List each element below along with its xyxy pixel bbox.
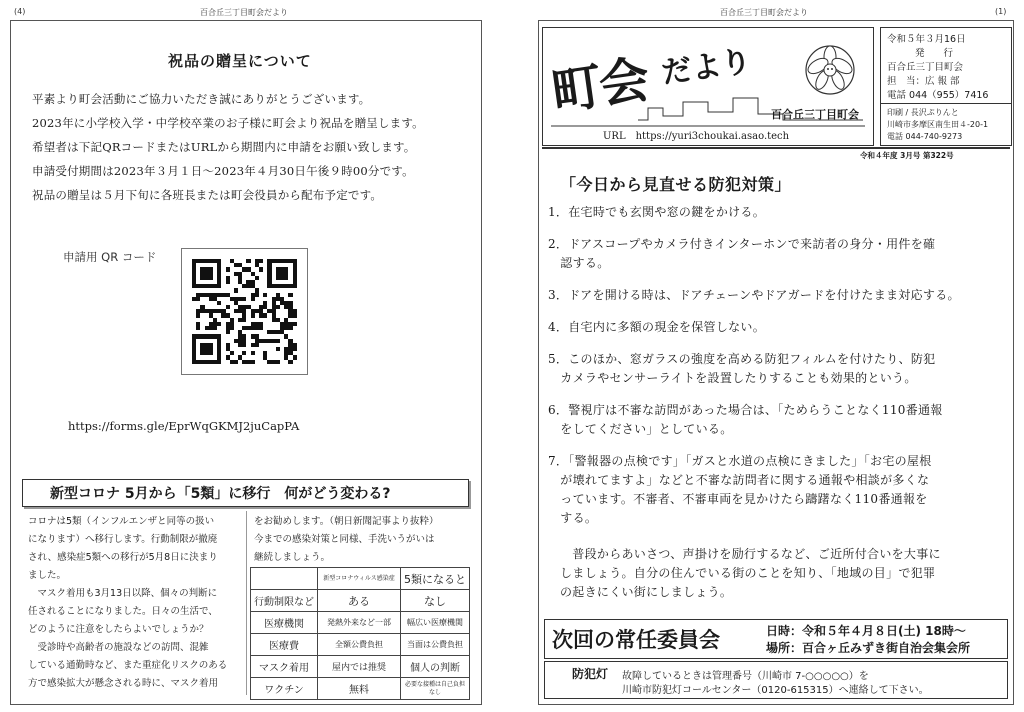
gift-line: 2023年に小学校入学・中学校卒業のお子様に町会より祝品を贈呈します。 <box>32 116 424 130</box>
qr-code-box[interactable] <box>181 248 308 375</box>
table-row: 医療機関 発熱外来など一部 幅広い医療機関 <box>251 612 470 634</box>
gift-line: 平素より町会活動にご協力いただき誠にありがとうございます。 <box>32 92 371 106</box>
corona-comparison-table <box>250 567 470 700</box>
application-url[interactable]: https://forms.gle/EprWqGKMJ2juCapPA <box>68 419 300 433</box>
info-printer-address: 川崎市多摩区南生田４-20-1 <box>887 120 989 129</box>
crime-list <box>548 203 960 541</box>
left-running-header: 百合丘三丁目町会だより <box>200 8 288 17</box>
gift-line: 申請受付期間は2023年３月１日～2023年４月30日午後９時00分です。 <box>32 164 414 178</box>
masthead-logo-sub: だより <box>659 43 754 92</box>
list-item: 6．警視庁は不審な訪問があった場合は、「ためらうことなく110番通報 をしてください」としている。 <box>548 403 943 436</box>
info-contact: 担 当：広 報 部 <box>887 76 960 87</box>
meeting-title: 次回の常任委員会 <box>552 628 720 652</box>
right-running-header: 百合丘三丁目町会だより <box>720 8 808 17</box>
corona-column-1: コロナは5類（インフルエンザと同等の扱い になります）へ移行します。行動制限が撤廃 され、感染症5類への移行が5月8日に決まり ました。 マスク着用も3月13日以降、個々の判断に 任されることになりました。日々の生活で、 どのように注意をしたらよいでしょうか？ 受診時や高齢者の施設などの訪問、混雑 している通勤時など、また重症化リスクのある 方で感染拡大が懸念される時に、マスク着用 <box>28 516 228 689</box>
left-page-number: (4) <box>14 7 26 16</box>
site-url[interactable]: URL https://yuri3choukai.asao.tech <box>603 131 790 142</box>
meeting-place: 場所：百合ヶ丘みずき街自治会集会所 <box>766 641 971 655</box>
masthead-rule <box>542 147 1010 149</box>
info-phone: 電話 044（955）7416 <box>887 90 989 101</box>
list-item: 5．このほか、窓ガラスの強度を高める防犯フィルムを付けたり、防犯 カメラやセンサーライトを設置したりすることも効果的という。 <box>548 352 936 385</box>
table-row: ワクチン 無料 必要な接種は自己負担なし <box>251 678 470 700</box>
corona-column-divider <box>246 511 247 695</box>
info-divider <box>881 103 1011 104</box>
table-row: 行動制限など ある なし <box>251 590 470 612</box>
gift-line: 希望者は下記QRコードまたはURLから期間内に申請をお願い致します。 <box>32 140 416 154</box>
right-page-number: (1) <box>995 7 1007 16</box>
issue-line: 令和４年度 3月号 第322号 <box>860 151 954 160</box>
masthead-box <box>542 27 874 146</box>
masthead-logo-main: 町会 <box>547 50 652 122</box>
crime-title: 「今日から見直せる防犯対策」 <box>560 175 792 194</box>
list-item: 2．ドアスコープやカメラ付きインターホンで来訪者の身分・用件を確 認する。 <box>548 237 936 270</box>
qr-label: 申請用 QR コード <box>63 250 157 264</box>
masthead-org: 百合丘三丁目町会 <box>771 108 859 121</box>
streetlight-label: 防犯灯 <box>572 667 609 681</box>
info-printer-phone: 電話 044-740-9273 <box>887 132 963 141</box>
crime-closing: 普段からあいさつ、声掛けを励行するなど、ご近所付合いを大事に しましょう。自分の住んでいる街のことを知り、「地域の目」で犯罪 の起きにくい街にしましょう。 <box>560 547 941 599</box>
streetlight-line1: 故障しているときは管理番号（川崎市 7-○○○○○）を <box>622 671 869 682</box>
corona-column-2: をお勧めします。（朝日新聞記事より抜粋） 今までの感染対策と同様、手洗いうがいは 継続しましょう。 <box>254 516 439 563</box>
list-item: 1．在宅時でも玄関や窓の鍵をかける。 <box>548 205 766 219</box>
info-date: 令和５年３月16日 <box>887 34 966 45</box>
list-item: 4．自宅内に多額の現金を保管しない。 <box>548 320 766 334</box>
table-header-row: 新型コロナウィルス感染症 5類になると <box>251 568 470 590</box>
list-item: 7．「警報器の点検です」「ガスと水道の点検にきました」「お宅の屋根 が壊れてますよ」などと不審な訪問者に関する通報や相談が多くな っています。不審者、不審車両を見かけたら躊躇なく110番通報を する。 <box>548 454 932 525</box>
lily-icon <box>805 45 855 95</box>
info-box <box>880 27 1012 146</box>
qr-code-icon <box>192 259 297 364</box>
gift-line: 祝品の贈呈は５月下旬に各班長または町会役員から配布予定です。 <box>32 188 383 202</box>
table-row: 医療費 全額公費負担 当面は公費負担 <box>251 634 470 656</box>
corona-title: 新型コロナ 5月から「5類」に移行 何がどう変わる? <box>50 486 391 502</box>
gift-body <box>32 91 424 211</box>
meeting-datetime: 日時：令和５年４月８日(土) 18時～ <box>766 624 966 638</box>
info-printer: 印刷 / 長沢ぷりんと <box>887 108 959 117</box>
info-publisher: 百合丘三丁目町会 <box>887 62 964 73</box>
streetlight-line2: 川崎市防犯灯コールセンター（0120-615315）へ連絡して下さい。 <box>622 685 929 696</box>
list-item: 3．ドアを開ける時は、ドアチェーンやドアガードを付けたまま対応する。 <box>548 288 960 302</box>
table-row: マスク着用 屋内では推奨 個人の判断 <box>251 656 470 678</box>
info-issue: 発 行 <box>915 48 954 59</box>
gift-title: 祝品の贈呈について <box>168 52 312 70</box>
